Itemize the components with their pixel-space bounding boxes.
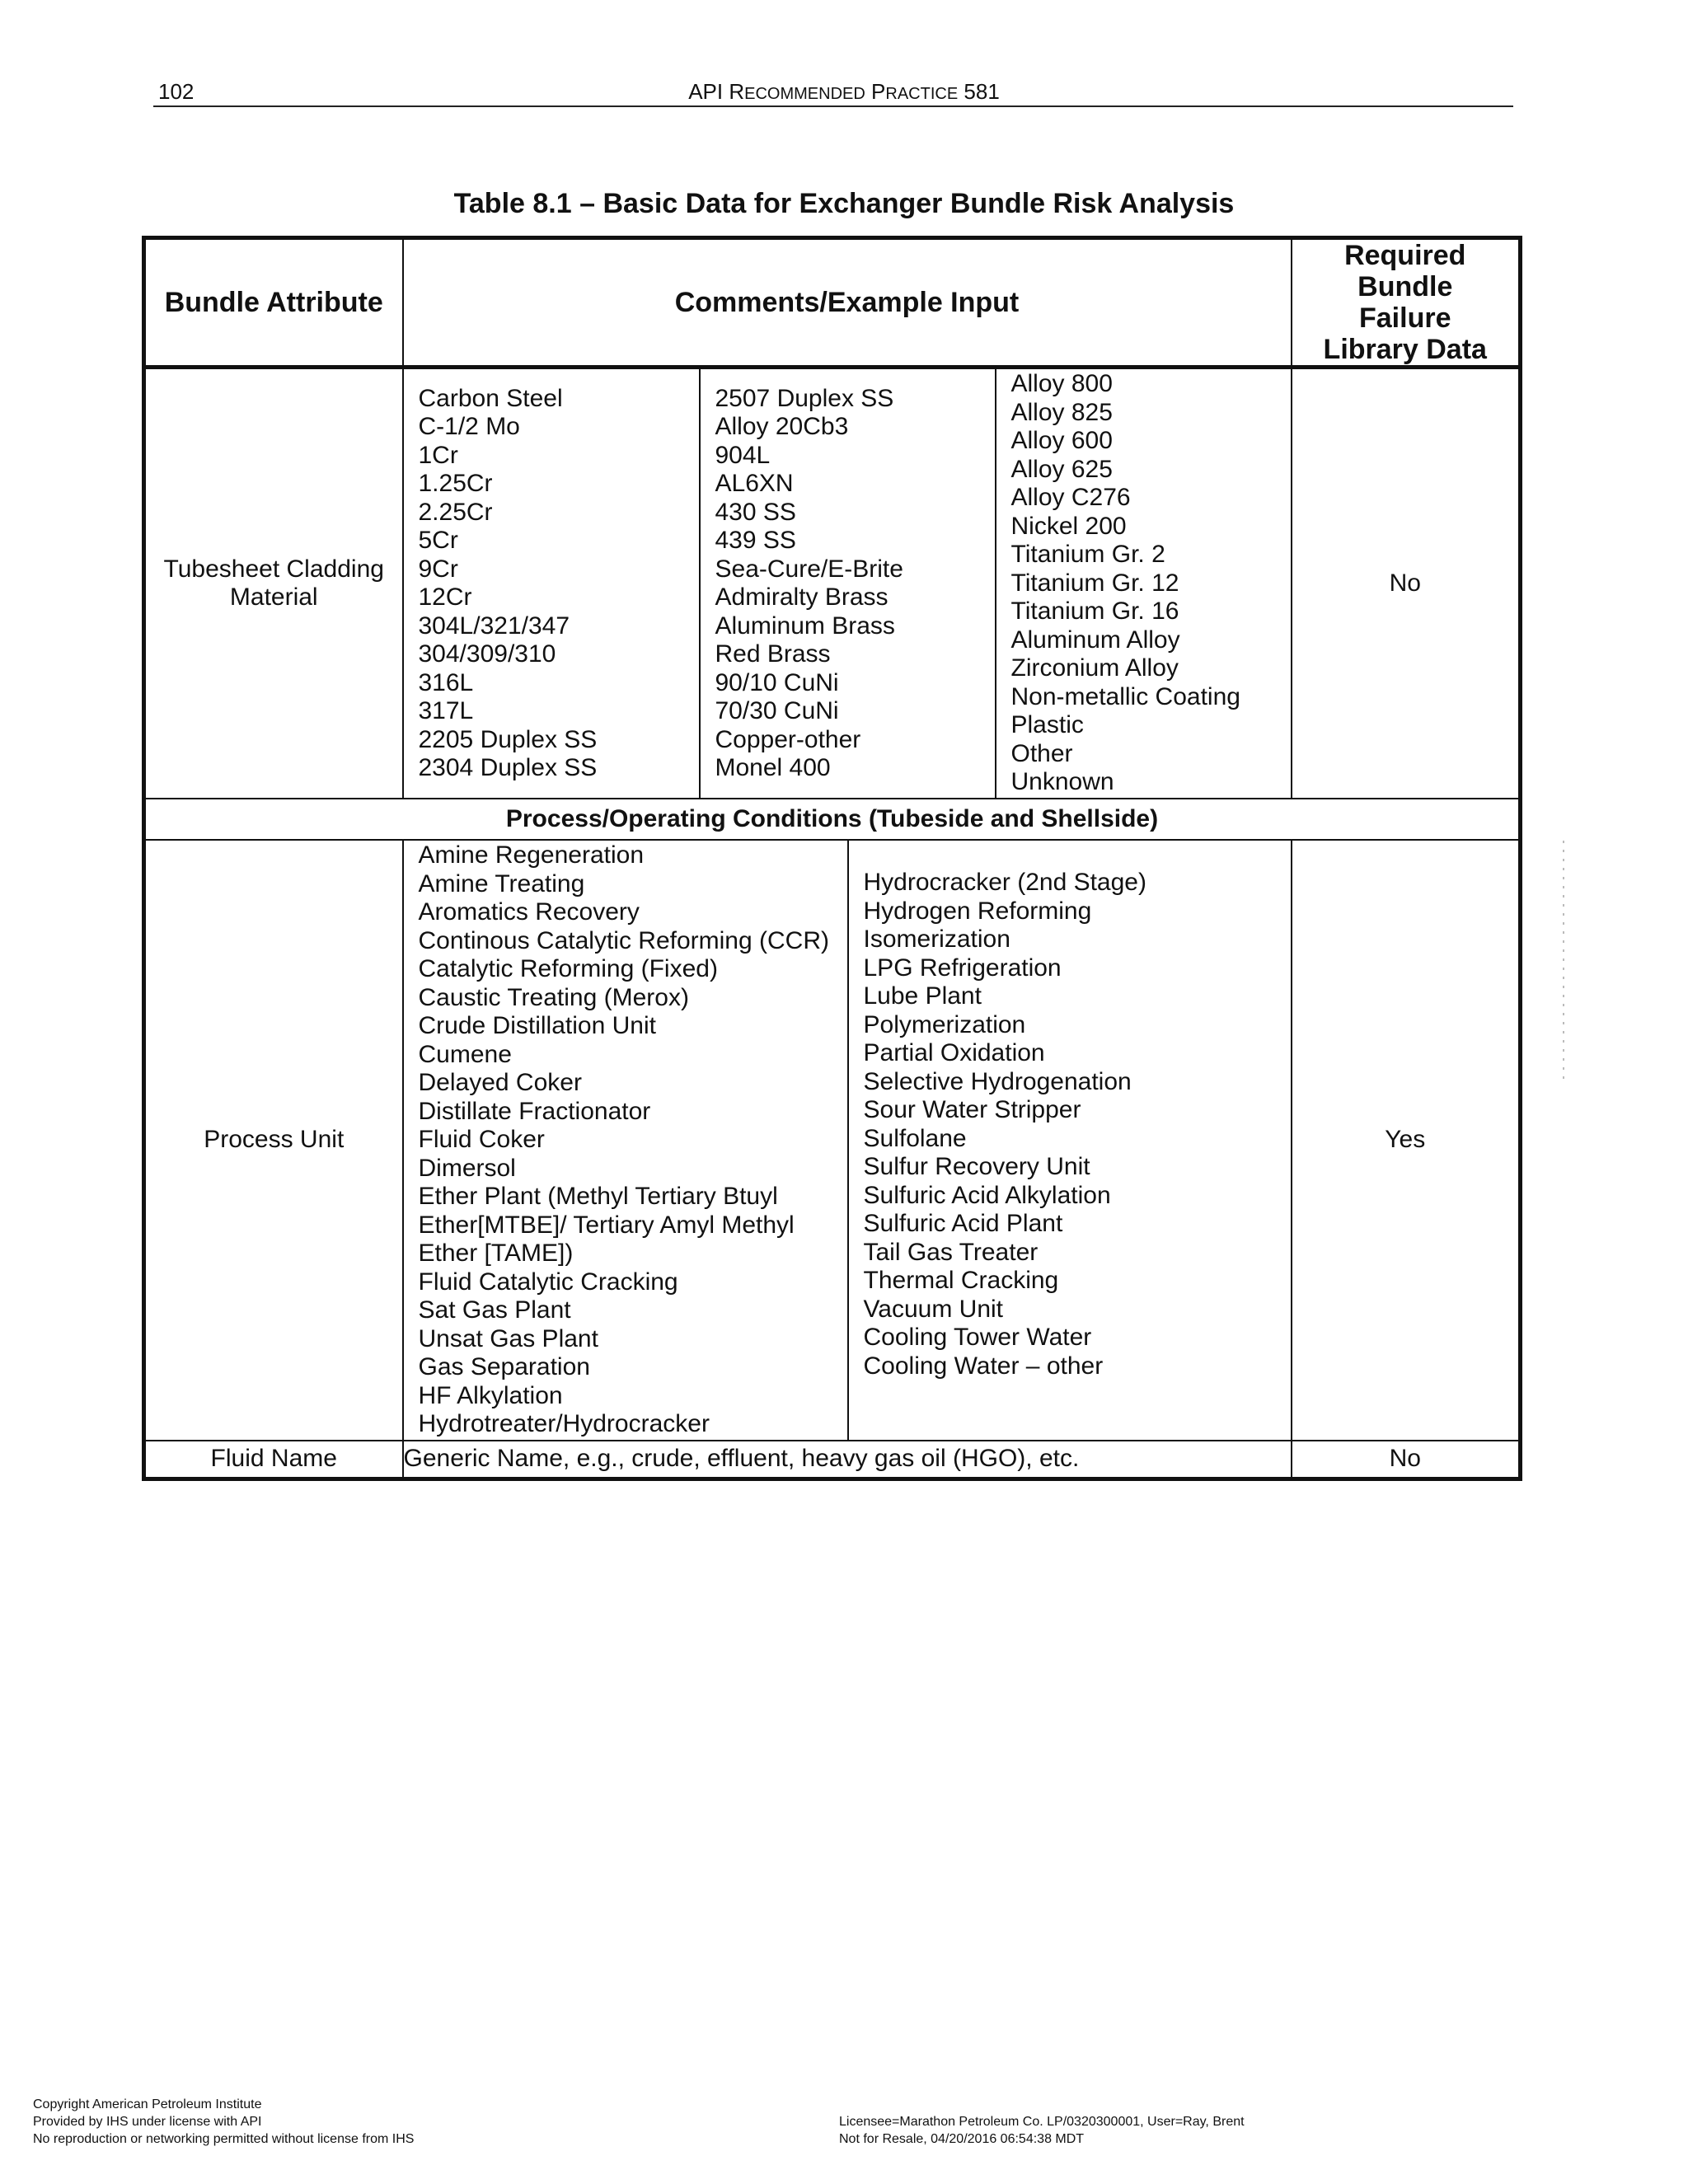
list-item: Carbon Steel xyxy=(418,384,563,412)
page-number: 102 xyxy=(158,79,195,104)
process-unit-list xyxy=(419,841,847,1439)
list-item: Continous Catalytic Reforming (CCR) xyxy=(418,926,829,954)
comments-cell xyxy=(403,368,1292,799)
list-item: Alloy 825 xyxy=(1010,398,1113,426)
list-item: Alloy 600 xyxy=(1010,427,1113,455)
footer-license xyxy=(839,2113,1245,2148)
list-item: Aromatics Recovery xyxy=(418,898,640,926)
list-item: Selective Hydrogenation xyxy=(863,1067,1132,1095)
list-item: Distillate Fractionator xyxy=(418,1097,651,1125)
list-item: Hydrotreater/Hydrocracker xyxy=(418,1410,710,1438)
list-item: HF Alkylation xyxy=(418,1381,563,1409)
list-item: Isomerization xyxy=(863,926,1010,953)
table-row-tubesheet xyxy=(144,368,1521,799)
list-item: Alloy 625 xyxy=(1010,455,1113,483)
list-item: Fluid Coker xyxy=(418,1126,545,1154)
list-item: Polymerization xyxy=(863,1010,1026,1038)
list-item: Other xyxy=(1010,739,1073,767)
list-item: Gas Separation xyxy=(418,1353,590,1381)
list-item: Hydrogen Reforming xyxy=(863,897,1092,925)
list-item: Tail Gas Treater xyxy=(863,1238,1039,1266)
list-item: LPG Refrigeration xyxy=(863,954,1062,982)
list-item: 316L xyxy=(418,668,474,696)
list-item: Ether[MTBE]/ Tertiary Amyl Methyl xyxy=(418,1211,795,1239)
list-item: Thermal Cracking xyxy=(863,1267,1059,1294)
list-item: Unsat Gas Plant xyxy=(418,1324,598,1352)
list-item: Crude Distillation Unit xyxy=(418,1012,656,1040)
running-title-smallcaps: ECOMMENDED xyxy=(744,85,865,103)
material-list xyxy=(715,385,995,783)
list-item: 439 SS xyxy=(715,527,796,554)
list-item: Sulfur Recovery Unit xyxy=(863,1153,1090,1180)
list-item: 1.25Cr xyxy=(418,470,493,497)
footer-line: Not for Resale, 04/20/2016 06:54:38 MDT xyxy=(839,2132,1085,2146)
process-unit-column-2 xyxy=(848,841,1292,1440)
material-column-2 xyxy=(700,369,996,798)
list-item: 2304 Duplex SS xyxy=(418,754,598,781)
material-column-3 xyxy=(996,369,1292,798)
list-item: Red Brass xyxy=(715,640,831,668)
list-item: Lube Plant xyxy=(863,982,982,1010)
list-item: 304/309/310 xyxy=(418,640,556,668)
list-item: Cooling Tower Water xyxy=(863,1324,1092,1351)
list-item: AL6XN xyxy=(715,470,794,497)
section-header-row xyxy=(144,799,1521,840)
list-item: Zirconium Alloy xyxy=(1010,654,1179,682)
material-column-1 xyxy=(404,369,700,798)
list-item: 70/30 CuNi xyxy=(715,697,839,724)
list-item: Titanium Gr. 12 xyxy=(1010,569,1179,597)
running-title-smallcaps: RACTICE xyxy=(885,85,959,103)
list-item: Hydrocracker (2nd Stage) xyxy=(863,869,1146,896)
list-item: Plastic xyxy=(1010,711,1084,739)
list-item: Sulfolane xyxy=(863,1124,967,1152)
list-item: Sour Water Stripper xyxy=(863,1096,1081,1123)
list-item: 2.25Cr xyxy=(418,498,493,526)
list-item: 904L xyxy=(715,441,771,469)
material-list xyxy=(419,385,699,783)
list-item: C-1/2 Mo xyxy=(418,413,520,440)
attribute-cell: Tubesheet Cladding Material xyxy=(144,368,403,799)
footer-line: Licensee=Marathon Petroleum Co. LP/0320300001, User=Ray, Brent xyxy=(839,2115,1245,2129)
list-item: Amine Treating xyxy=(418,869,585,898)
footer-line: No reproduction or networking permitted without license from IHS xyxy=(33,2132,415,2146)
table-title: Table 8.1 – Basic Data for Exchanger Bundle Risk Analysis xyxy=(453,188,1235,219)
list-item: Cooling Water – other xyxy=(863,1352,1104,1380)
footer-copyright xyxy=(33,2096,414,2148)
footer-line: Copyright American Petroleum Institute xyxy=(33,2097,262,2111)
footer-line: Provided by IHS under license with API xyxy=(33,2115,262,2129)
list-item: Admiralty Brass xyxy=(715,583,889,611)
list-item: Delayed Coker xyxy=(418,1069,582,1097)
table-header-row xyxy=(144,238,1521,368)
required-cell: No xyxy=(1292,1441,1521,1479)
list-item: Non-metallic Coating xyxy=(1010,682,1240,710)
list-item: Titanium Gr. 2 xyxy=(1010,541,1165,569)
list-item: Sea-Cure/E-Brite xyxy=(715,555,903,583)
list-item: Catalytic Reforming (Fixed) xyxy=(418,955,718,983)
process-unit-list xyxy=(864,869,1292,1380)
list-item: Sulfuric Acid Alkylation xyxy=(863,1181,1111,1209)
list-item: 2507 Duplex SS xyxy=(715,384,894,412)
header-rule xyxy=(153,105,1513,107)
list-item: 1Cr xyxy=(418,441,458,469)
process-unit-column-1 xyxy=(404,841,848,1440)
list-item: Cumene xyxy=(418,1040,512,1068)
material-list xyxy=(1011,370,1292,797)
list-item: Fluid Catalytic Cracking xyxy=(418,1268,678,1296)
required-cell: No xyxy=(1292,368,1521,799)
list-item: Aluminum Alloy xyxy=(1010,626,1180,654)
list-item: Caustic Treating (Merox) xyxy=(418,983,689,1011)
bundle-data-table xyxy=(142,236,1522,1481)
column-header-required: Required Bundle Failure Library Data xyxy=(1292,238,1521,368)
list-item: Copper-other xyxy=(715,725,861,753)
list-item: Unknown xyxy=(1010,768,1114,796)
list-item: Sat Gas Plant xyxy=(418,1296,571,1324)
attribute-cell: Process Unit xyxy=(144,840,403,1441)
running-title-part: P xyxy=(865,79,886,104)
comments-cell xyxy=(403,840,1292,1441)
list-item: Alloy 20Cb3 xyxy=(715,413,849,440)
scan-artifact xyxy=(1563,841,1564,1080)
section-header: Process/Operating Conditions (Tubeside and Shellside) xyxy=(144,799,1521,840)
list-item: 2205 Duplex SS xyxy=(418,725,598,753)
list-item: 5Cr xyxy=(418,527,458,554)
list-item: Ether Plant (Methyl Tertiary Btuyl xyxy=(418,1183,778,1211)
list-item: Titanium Gr. 16 xyxy=(1010,598,1179,626)
list-item: Aluminum Brass xyxy=(715,612,895,640)
table-row-fluid-name xyxy=(144,1441,1521,1479)
list-item: 430 SS xyxy=(715,498,796,526)
column-header-bundle-attribute: Bundle Attribute xyxy=(144,238,403,368)
material-list-table xyxy=(404,369,1292,798)
column-header-comments: Comments/Example Input xyxy=(403,238,1292,368)
list-item: Monel 400 xyxy=(715,754,831,781)
required-cell: Yes xyxy=(1292,840,1521,1441)
list-item: 12Cr xyxy=(418,583,472,611)
list-item: Partial Oxidation xyxy=(863,1039,1045,1066)
list-item: Alloy C276 xyxy=(1010,484,1131,512)
running-title-part: API R xyxy=(688,79,745,104)
process-unit-list-table xyxy=(404,841,1292,1440)
list-item: Nickel 200 xyxy=(1010,512,1127,540)
list-item: Vacuum Unit xyxy=(863,1295,1004,1323)
list-item: Dimersol xyxy=(418,1154,516,1182)
list-item: Alloy 800 xyxy=(1010,370,1113,398)
list-item: 90/10 CuNi xyxy=(715,668,839,696)
comments-cell: Generic Name, e.g., crude, effluent, heavy gas oil (HGO), etc. xyxy=(403,1441,1292,1479)
list-item: Ether [TAME]) xyxy=(418,1240,574,1268)
running-title-part: 581 xyxy=(958,79,1000,104)
list-item: 9Cr xyxy=(418,555,458,583)
list-item: Sulfuric Acid Plant xyxy=(863,1210,1063,1237)
list-item: 317L xyxy=(418,697,474,724)
running-title xyxy=(0,79,1688,105)
list-item: 304L/321/347 xyxy=(418,612,570,640)
table-row-process-unit xyxy=(144,840,1521,1441)
list-item: Amine Regeneration xyxy=(418,841,645,869)
attribute-cell: Fluid Name xyxy=(144,1441,403,1479)
